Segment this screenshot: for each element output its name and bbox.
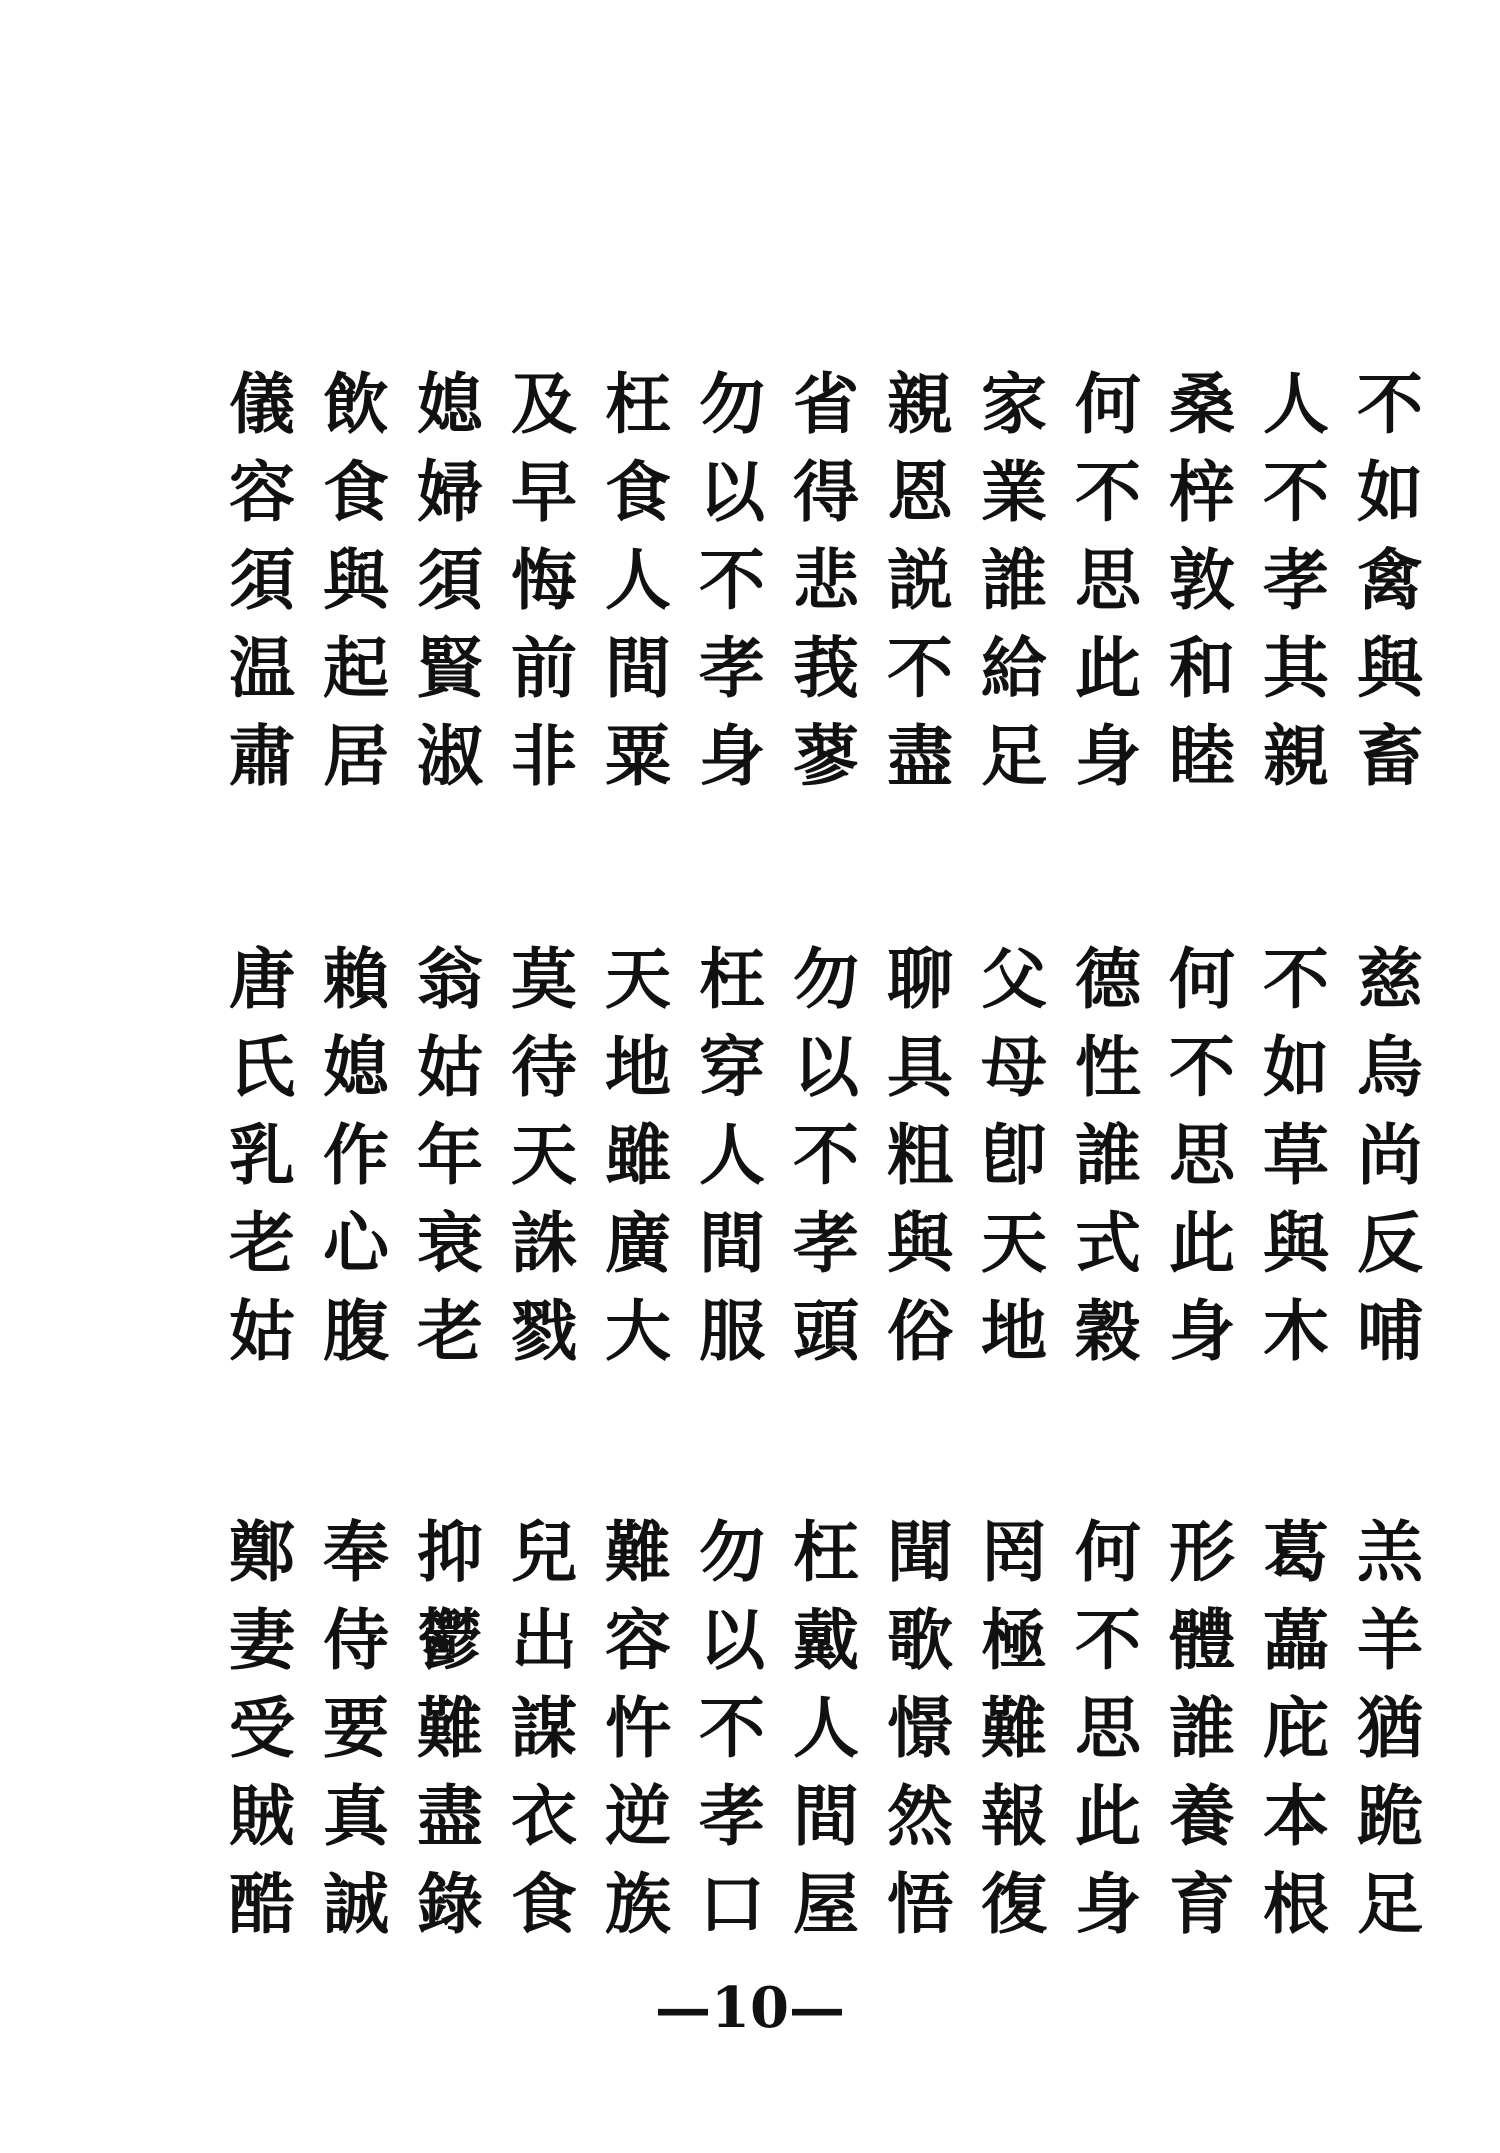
verse-character: 然 — [887, 1777, 953, 1855]
verse-character: 老 — [417, 1292, 483, 1370]
verse-character: 作 — [323, 1116, 389, 1194]
verse-character: 復 — [981, 1865, 1047, 1943]
verse-character: 地 — [605, 1028, 671, 1106]
verse-character: 盡 — [417, 1777, 483, 1855]
verse-character: 族 — [605, 1865, 671, 1943]
verse-character: 天 — [981, 1204, 1047, 1282]
verse-character: 雖 — [605, 1116, 671, 1194]
verse-character: 猶 — [1357, 1689, 1423, 1767]
verse-character: 此 — [1169, 1204, 1235, 1282]
verse-character: 誅 — [511, 1204, 577, 1282]
verse-character: 忤 — [605, 1689, 671, 1767]
verse-character: 前 — [511, 629, 577, 707]
verse-character: 間 — [793, 1777, 859, 1855]
verse-character: 屋 — [793, 1865, 859, 1943]
verse-character: 衰 — [417, 1204, 483, 1282]
verse-character: 體 — [1169, 1601, 1235, 1679]
verse-character: 羊 — [1357, 1601, 1423, 1679]
verse-character: 身 — [1075, 717, 1141, 795]
verse-character: 非 — [511, 717, 577, 795]
verse-character: 侍 — [323, 1601, 389, 1679]
verse-character: 戮 — [511, 1292, 577, 1370]
verse-character: 待 — [511, 1028, 577, 1106]
verse-character: 唐 — [229, 940, 295, 1018]
verse-character: 賊 — [229, 1777, 295, 1855]
verse-character: 形 — [1169, 1513, 1235, 1591]
verse-character: 莫 — [511, 940, 577, 1018]
verse-character: 悟 — [887, 1865, 953, 1943]
verse-character: 畜 — [1357, 717, 1423, 795]
verse-character: 逆 — [605, 1777, 671, 1855]
verse-character: 梓 — [1169, 453, 1235, 531]
verse-character: 此 — [1075, 629, 1141, 707]
verse-character: 卽 — [981, 1116, 1047, 1194]
verse-character: 歌 — [887, 1601, 953, 1679]
verse-character: 賴 — [323, 940, 389, 1018]
verse-character: 戴 — [793, 1601, 859, 1679]
verse-character: 地 — [981, 1292, 1047, 1370]
verse-character: 親 — [887, 365, 953, 443]
verse-character: 不 — [1075, 453, 1141, 531]
verse-character: 大 — [605, 1292, 671, 1370]
verse-character: 反 — [1357, 1204, 1423, 1282]
verse-line — [215, 448, 1423, 536]
verse-character: 誰 — [1075, 1116, 1141, 1194]
verse-character: 尚 — [1357, 1116, 1423, 1194]
verse-character: 不 — [1263, 940, 1329, 1018]
verse-character: 性 — [1075, 1028, 1141, 1106]
verse-character: 蓼 — [793, 717, 859, 795]
verse-character: 氏 — [229, 1028, 295, 1106]
verse-character: 人 — [605, 541, 671, 619]
verse-line — [215, 1111, 1423, 1199]
verse-line — [215, 1199, 1423, 1287]
verse-character: 間 — [605, 629, 671, 707]
verse-character: 及 — [511, 365, 577, 443]
verse-line — [215, 624, 1423, 712]
verse-character: 哺 — [1357, 1292, 1423, 1370]
verse-character: 人 — [793, 1689, 859, 1767]
verse-character: 服 — [699, 1292, 765, 1370]
verse-character: 謀 — [511, 1689, 577, 1767]
verse-character: 其 — [1263, 629, 1329, 707]
verse-character: 草 — [1263, 1116, 1329, 1194]
verse-character: 得 — [793, 453, 859, 531]
verse-character: 父 — [981, 940, 1047, 1018]
verse-character: 不 — [793, 1116, 859, 1194]
verse-character: 本 — [1263, 1777, 1329, 1855]
verse-character: 天 — [605, 940, 671, 1018]
verse-character: 慈 — [1357, 940, 1423, 1018]
verse-character: 禽 — [1357, 541, 1423, 619]
verse-character: 鄭 — [229, 1513, 295, 1591]
verse-character: 庇 — [1263, 1689, 1329, 1767]
verse-character: 根 — [1263, 1865, 1329, 1943]
verse-character: 勿 — [699, 1513, 765, 1591]
verse-character: 罔 — [981, 1513, 1047, 1591]
verse-character: 何 — [1075, 365, 1141, 443]
verse-character: 媳 — [323, 1028, 389, 1106]
verse-character: 以 — [793, 1028, 859, 1106]
verse-line — [215, 1684, 1423, 1772]
verse-character: 姑 — [417, 1028, 483, 1106]
verse-character: 孝 — [1263, 541, 1329, 619]
verse-character: 木 — [1263, 1292, 1329, 1370]
verse-character: 抑 — [417, 1513, 483, 1591]
verse-character: 盡 — [887, 717, 953, 795]
verse-character: 鬱 — [417, 1601, 483, 1679]
verse-character: 報 — [981, 1777, 1047, 1855]
verse-character: 思 — [1075, 1689, 1141, 1767]
verse-character: 不 — [699, 541, 765, 619]
verse-character: 憬 — [887, 1689, 953, 1767]
verse-line — [215, 712, 1423, 800]
verse-character: 心 — [323, 1204, 389, 1282]
verse-line — [215, 935, 1423, 1023]
verse-stanza-2 — [215, 935, 1423, 1375]
verse-character: 誠 — [323, 1865, 389, 1943]
verse-character: 身 — [699, 717, 765, 795]
verse-character: 食 — [511, 1865, 577, 1943]
verse-character: 間 — [699, 1204, 765, 1282]
verse-character: 要 — [323, 1689, 389, 1767]
verse-character: 兒 — [511, 1513, 577, 1591]
verse-character: 奉 — [323, 1513, 389, 1591]
verse-character: 穀 — [1075, 1292, 1141, 1370]
verse-character: 須 — [417, 541, 483, 619]
verse-character: 不 — [1075, 1601, 1141, 1679]
verse-character: 給 — [981, 629, 1047, 707]
verse-character: 以 — [699, 453, 765, 531]
verse-character: 難 — [417, 1689, 483, 1767]
verse-character: 以 — [699, 1601, 765, 1679]
verse-character: 温 — [229, 629, 295, 707]
verse-character: 極 — [981, 1601, 1047, 1679]
verse-character: 容 — [605, 1601, 671, 1679]
verse-character: 腹 — [323, 1292, 389, 1370]
verse-character: 姑 — [229, 1292, 295, 1370]
verse-character: 葛 — [1263, 1513, 1329, 1591]
verse-character: 枉 — [605, 365, 671, 443]
verse-character: 聊 — [887, 940, 953, 1018]
verse-character: 足 — [1357, 1865, 1423, 1943]
verse-character: 頭 — [793, 1292, 859, 1370]
verse-character: 德 — [1075, 940, 1141, 1018]
verse-character: 如 — [1263, 1028, 1329, 1106]
verse-character: 足 — [981, 717, 1047, 795]
verse-character: 悲 — [793, 541, 859, 619]
verse-character: 母 — [981, 1028, 1047, 1106]
verse-character: 家 — [981, 365, 1047, 443]
verse-character: 羔 — [1357, 1513, 1423, 1591]
verse-character: 難 — [981, 1689, 1047, 1767]
verse-character: 育 — [1169, 1865, 1235, 1943]
verse-line — [215, 360, 1423, 448]
verse-character: 勿 — [793, 940, 859, 1018]
verse-character: 聞 — [887, 1513, 953, 1591]
verse-character: 式 — [1075, 1204, 1141, 1282]
verse-character: 口 — [699, 1865, 765, 1943]
verse-stanza-1 — [215, 360, 1423, 800]
verse-character: 孝 — [699, 1777, 765, 1855]
verse-character: 誰 — [1169, 1689, 1235, 1767]
verse-character: 不 — [1357, 365, 1423, 443]
verse-character: 粗 — [887, 1116, 953, 1194]
verse-character: 業 — [981, 453, 1047, 531]
verse-line — [215, 1287, 1423, 1375]
verse-character: 枉 — [793, 1513, 859, 1591]
verse-character: 年 — [417, 1116, 483, 1194]
verse-character: 居 — [323, 717, 389, 795]
verse-character: 與 — [323, 541, 389, 619]
verse-line — [215, 536, 1423, 624]
verse-character: 儀 — [229, 365, 295, 443]
verse-character: 勿 — [699, 365, 765, 443]
verse-character: 容 — [229, 453, 295, 531]
verse-character: 俗 — [887, 1292, 953, 1370]
verse-character: 不 — [1169, 1028, 1235, 1106]
verse-character: 須 — [229, 541, 295, 619]
verse-character: 桑 — [1169, 365, 1235, 443]
verse-character: 身 — [1169, 1292, 1235, 1370]
verse-character: 與 — [1357, 629, 1423, 707]
verse-character: 人 — [699, 1116, 765, 1194]
verse-character: 跪 — [1357, 1777, 1423, 1855]
verse-character: 妻 — [229, 1601, 295, 1679]
verse-line — [215, 1508, 1423, 1596]
verse-character: 思 — [1169, 1116, 1235, 1194]
verse-line — [215, 1772, 1423, 1860]
verse-character: 枉 — [699, 940, 765, 1018]
verse-character: 養 — [1169, 1777, 1235, 1855]
verse-character: 起 — [323, 629, 389, 707]
verse-character: 早 — [511, 453, 577, 531]
verse-character: 肅 — [229, 717, 295, 795]
verse-character: 老 — [229, 1204, 295, 1282]
verse-character: 出 — [511, 1601, 577, 1679]
verse-character: 孝 — [793, 1204, 859, 1282]
verse-character: 錄 — [417, 1865, 483, 1943]
verse-character: 不 — [699, 1689, 765, 1767]
verse-character: 食 — [605, 453, 671, 531]
verse-character: 具 — [887, 1028, 953, 1106]
verse-character: 天 — [511, 1116, 577, 1194]
verse-character: 婦 — [417, 453, 483, 531]
verse-character: 廣 — [605, 1204, 671, 1282]
verse-character: 媳 — [417, 365, 483, 443]
verse-character: 和 — [1169, 629, 1235, 707]
verse-character: 莪 — [793, 629, 859, 707]
verse-character: 不 — [887, 629, 953, 707]
verse-character: 酷 — [229, 1865, 295, 1943]
verse-character: 誰 — [981, 541, 1047, 619]
verse-character: 孝 — [699, 629, 765, 707]
verse-character: 恩 — [887, 453, 953, 531]
verse-character: 淑 — [417, 717, 483, 795]
verse-character: 與 — [1263, 1204, 1329, 1282]
verse-character: 受 — [229, 1689, 295, 1767]
page-number: —10— — [655, 1975, 845, 2041]
verse-character: 粟 — [605, 717, 671, 795]
verse-character: 何 — [1075, 1513, 1141, 1591]
verse-line — [215, 1023, 1423, 1111]
verse-character: 思 — [1075, 541, 1141, 619]
verse-stanza-3 — [215, 1508, 1423, 1948]
verse-character: 食 — [323, 453, 389, 531]
verse-character: 難 — [605, 1513, 671, 1591]
verse-character: 藟 — [1263, 1601, 1329, 1679]
verse-character: 翁 — [417, 940, 483, 1018]
verse-character: 真 — [323, 1777, 389, 1855]
verse-character: 如 — [1357, 453, 1423, 531]
verse-character: 悔 — [511, 541, 577, 619]
verse-character: 睦 — [1169, 717, 1235, 795]
verse-character: 與 — [887, 1204, 953, 1282]
verse-character: 説 — [887, 541, 953, 619]
verse-character: 何 — [1169, 940, 1235, 1018]
verse-character: 親 — [1263, 717, 1329, 795]
verse-character: 賢 — [417, 629, 483, 707]
verse-character: 衣 — [511, 1777, 577, 1855]
verse-character: 此 — [1075, 1777, 1141, 1855]
verse-character: 烏 — [1357, 1028, 1423, 1106]
verse-character: 省 — [793, 365, 859, 443]
verse-character: 穿 — [699, 1028, 765, 1106]
verse-character: 人 — [1263, 365, 1329, 443]
verse-character: 敦 — [1169, 541, 1235, 619]
verse-character: 不 — [1263, 453, 1329, 531]
verse-line — [215, 1860, 1423, 1948]
verse-character: 飲 — [323, 365, 389, 443]
verse-character: 身 — [1075, 1865, 1141, 1943]
verse-character: 乳 — [229, 1116, 295, 1194]
verse-line — [215, 1596, 1423, 1684]
